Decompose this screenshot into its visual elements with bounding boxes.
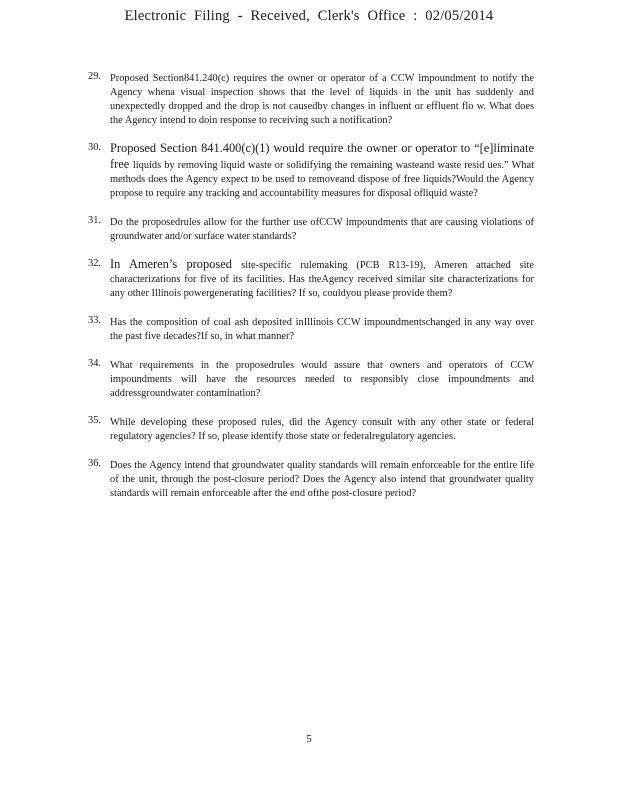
question-number: 35. xyxy=(88,415,101,426)
question-item xyxy=(88,70,534,128)
question-lead: Proposed Section 841.400(c)(1) would require the owner or operator to “[e]liminate free xyxy=(110,141,534,171)
question-item xyxy=(88,141,534,201)
question-text: Does the Agency intend that groundwater quality standards will remain enforceable for the entire life of the unit, through the post-closure period? Does the Agency also intend that groundwater quality standards will remain enforceable after the end ofthe post-closure period? xyxy=(110,460,534,499)
question-item xyxy=(88,214,534,244)
question-text: Proposed Section841.240(c) requires the owner or operator of a CCW impoundment to notify the Agency whena visual inspection shows that the level of liquids in the unit has suddenly and unexpectedly dropped and the drop is not causedby changes in influent or effluent flo w. What does the Agency intend to doin response to receiving such a notification? xyxy=(110,73,534,126)
question-number: 29. xyxy=(88,71,101,82)
question-text: Has the composition of coal ash deposited inIllinois CCW impoundmentschanged in any way over the past five decades?If so, in what manner? xyxy=(110,317,534,342)
page-number: 5 xyxy=(306,733,312,745)
question-item xyxy=(88,357,534,401)
question-text: While developing these proposed rules, did the Agency consult with any other state or federal regulatory agencies? If so, please identify those state or federalregulatory agencies. xyxy=(110,417,534,442)
question-number: 36. xyxy=(88,458,101,469)
question-number: 34. xyxy=(88,358,101,369)
question-number: 33. xyxy=(88,315,101,326)
question-lead: In Ameren’s proposed xyxy=(110,257,242,271)
question-number: 30. xyxy=(88,142,101,153)
question-list xyxy=(88,70,534,514)
question-item xyxy=(88,457,534,501)
question-text: Do the proposedrules allow for the further use ofCCW impoundments that are causing violations of groundwater and/or surface water standards? xyxy=(110,217,534,242)
question-number: 31. xyxy=(88,215,101,226)
question-item xyxy=(88,314,534,344)
question-text: site-specific rulemaking (PCB R13-19), Ameren attached site characterizations for five of its facilities. Has theAgency received similar site characterizations for any other Illinois powergenerating facilities? If so, couldyou please provide them? xyxy=(110,260,534,299)
question-text: liquids by removing liquid waste or solidifying the remaining wasteand waste resid ues.” What methods does the Agency expect to be used to removeand dispose of free liquids?Would the Agency propose to require any tracking and accountability measures for disposal ofliquid waste? xyxy=(110,160,534,199)
question-item xyxy=(88,414,534,444)
question-text: What requirements in the proposedrules would assure that owners and operators of CCW impoundments will have the resources needed to responsibly close impoundments and addressgroundwater contamination? xyxy=(110,360,534,399)
question-number: 32. xyxy=(88,258,101,269)
question-item xyxy=(88,257,534,301)
filing-stamp-header: Electronic Filing - Received, Clerk's Office : 02/05/2014 xyxy=(124,8,494,24)
